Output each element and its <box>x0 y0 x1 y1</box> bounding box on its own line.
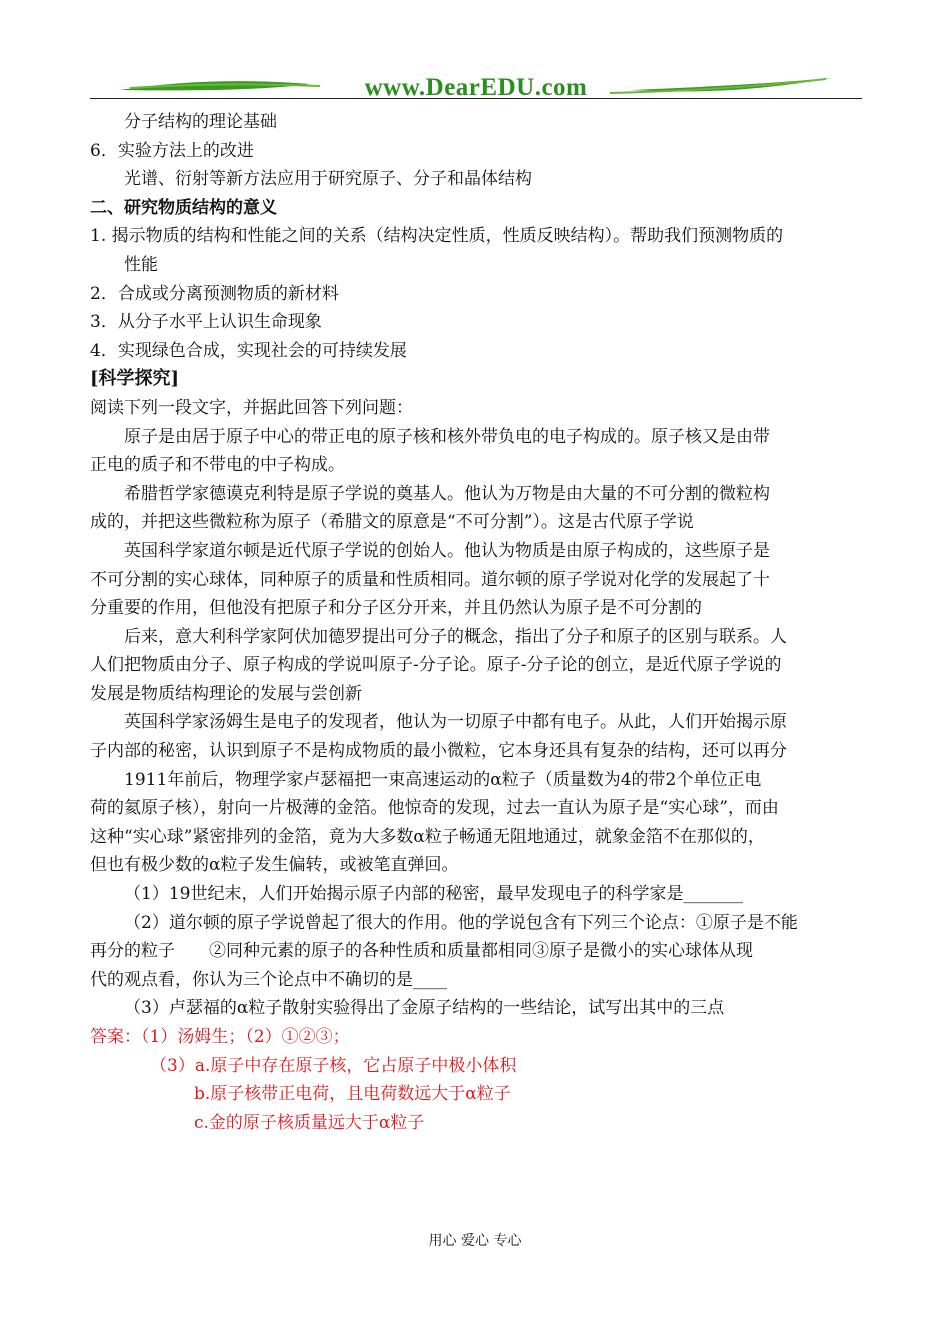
text-line: 希腊哲学家德谟克利特是原子学说的奠基人。他认为万物是由大量的不可分割的微粒构 <box>124 483 770 504</box>
text-line: （3）a.原子中存在原子核，它占原子中极小体积 <box>150 1055 517 1076</box>
text-line: 分重要的作用，但他没有把原子和分子区分开来，并且仍然认为原子是不可分割的 <box>90 598 702 619</box>
header-rule <box>90 98 862 99</box>
site-logo-text: www.DearEDU.com <box>364 74 588 101</box>
text-line: 荷的氦原子核），射向一片极薄的金箔。他惊奇的发现，过去一直认为原子是“实心球”，而由 <box>90 798 779 819</box>
text-line: （3）卢瑟福的α粒子散射实验得出了金原子结构的一些结论，试写出其中的三点 <box>124 998 725 1019</box>
text-line: 这种“实心球”紧密排列的金箔，竟为大多数α粒子畅通无阻地通过，就象金箔不在那似的， <box>90 826 765 847</box>
text-line: 分子结构的理论基础 <box>124 112 277 132</box>
text-line: 答案：（1）汤姆生；（2）①②③； <box>90 1027 350 1047</box>
text-line: （2）道尔顿的原子学说曾起了很大的作用。他的学说包含有下列三个论点：①原子是不能 <box>124 912 798 933</box>
site-banner <box>90 66 862 106</box>
text-line: [科学探究] <box>90 368 180 390</box>
text-line: 光谱、衍射等新方法应用于研究原子、分子和晶体结构 <box>124 169 532 190</box>
text-line: 但也有极少数的α粒子发生偏转，或被笔直弹回。 <box>90 855 459 876</box>
text-line: （1）19世纪末，人们开始揭示原子内部的秘密，最早发现电子的科学家是_______ <box>124 884 743 905</box>
text-line: 人们把物质由分子、原子构成的学说叫原子-分子论。原子-分子论的创立，是近代原子学说的 <box>90 655 782 676</box>
text-line: 4．实现绿色合成，实现社会的可持续发展 <box>90 340 407 361</box>
text-line: 发展是物质结构理论的发展与尝创新 <box>90 683 362 704</box>
text-line: 6．实验方法上的改进 <box>90 140 254 161</box>
text-line: 3．从分子水平上认识生命现象 <box>90 312 322 333</box>
text-line: 性能 <box>124 254 158 275</box>
text-line: 阅读下列一段文字，并据此回答下列问题： <box>90 397 413 418</box>
text-line: 英国科学家汤姆生是电子的发现者，他认为一切原子中都有电子。从此，人们开始揭示原 <box>124 712 787 733</box>
text-line: 1. 揭示物质的结构和性能之间的关系（结构决定性质，性质反映结构）。帮助我们预测物质的 <box>90 226 784 247</box>
text-line: 二、研究物质结构的意义 <box>90 197 277 218</box>
text-line: 英国科学家道尔顿是近代原子学说的创始人。他认为物质是由原子构成的，这些原子是 <box>124 540 770 561</box>
text-line: 成的，并把这些微粒称为原子（希腊文的原意是“不可分割”）。这是古代原子学说 <box>90 512 694 533</box>
text-line: 正电的质子和不带电的中子构成。 <box>90 455 345 476</box>
text-line: 再分的粒子 ②同种元素的原子的各种性质和质量都相同③原子是微小的实心球体从现 <box>90 941 753 962</box>
page-footer: 用心 爱心 专心 <box>428 1233 522 1249</box>
text-line: 代的观点看，你认为三个论点中不确切的是____ <box>90 969 447 990</box>
document-body <box>90 108 862 1137</box>
text-line: 2．合成或分离预测物质的新材料 <box>90 283 339 304</box>
text-line: 不可分割的实心球体，同种原子的质量和性质相同。道尔顿的原子学说对化学的发展起了十 <box>90 569 770 590</box>
text-line: 原子是由居于原子中心的带正电的原子核和核外带负电的电子构成的。原子核又是由带 <box>124 426 770 447</box>
text-line: 后来，意大利科学家阿伏加德罗提出可分子的概念，指出了分子和原子的区别与联系。人 <box>124 626 787 647</box>
text-line: 子内部的秘密，认识到原子不是构成物质的最小微粒，它本身还具有复杂的结构，还可以再分 <box>90 741 787 762</box>
text-line: b.原子核带正电荷，且电荷数远大于α粒子 <box>194 1084 511 1105</box>
text-line: c.金的原子核质量远大于α粒子 <box>194 1112 425 1133</box>
text-line: 1911年前后，物理学家卢瑟福把一束高速运动的α粒子（质量数为4的带2个单位正电 <box>124 769 762 790</box>
